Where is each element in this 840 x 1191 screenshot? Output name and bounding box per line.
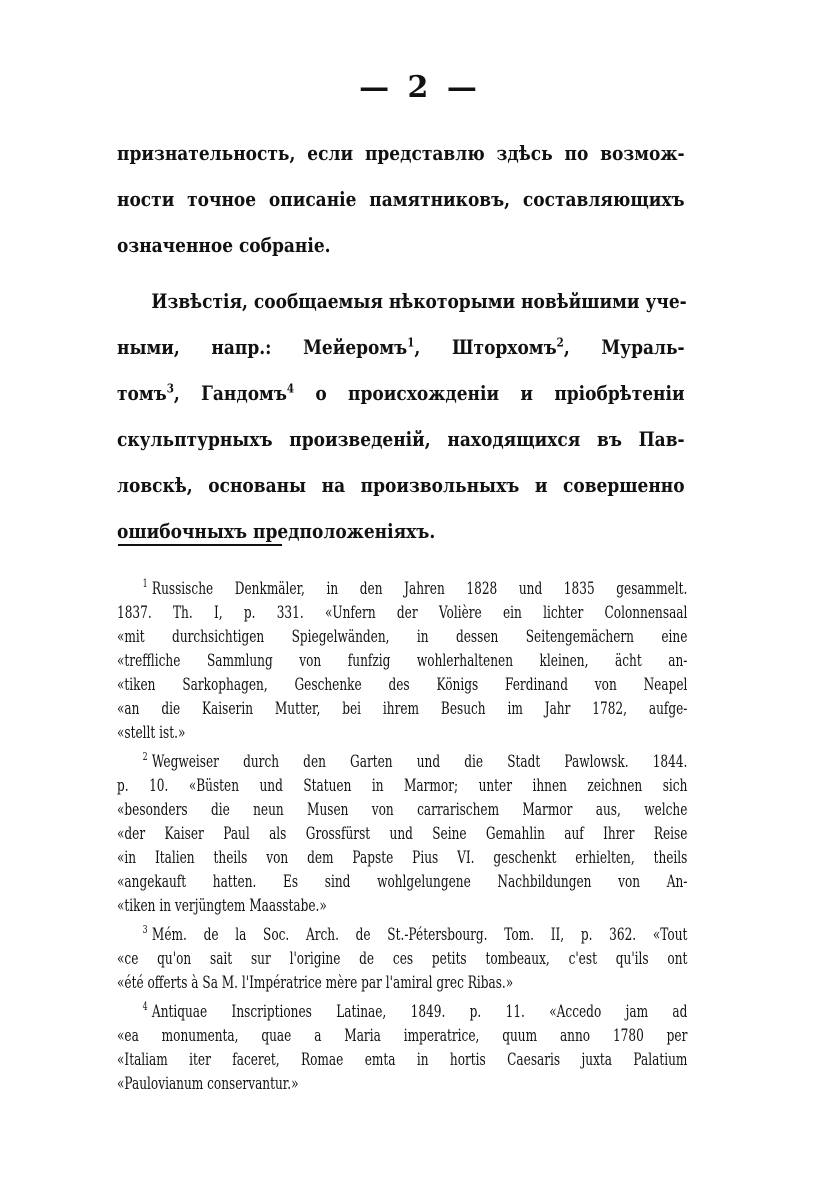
footnote-ref[interactable]: 3 [166, 381, 174, 396]
text-line: ошибочныхъ предположеніяхъ. [117, 519, 436, 543]
footnote-line: «Paulovianum conservantur.» [117, 1074, 299, 1094]
author-name: Гандомъ [201, 381, 287, 405]
footnote-line: «ea monumenta, quae a Maria imperatrice, quum anno 1780 per [117, 1026, 688, 1046]
footnote-ref[interactable]: 4 [286, 381, 295, 396]
footnote-line: «in Italien theils von dem Papste Pius VI. geschenkt erhielten, theils [117, 848, 688, 868]
footnote-mark: 3 [142, 923, 148, 937]
footnote-line: «mit durchsichtigen Spiegelwänden, in dessen Seitengemächern eine [117, 627, 688, 647]
footnote-line [117, 577, 687, 601]
footnote-line: «besonders die neun Musen von carrarischem Marmor aus, welche [117, 800, 688, 820]
footnotes [117, 577, 687, 1096]
footnote-line: «stellt ist.» [117, 723, 186, 743]
footnote-separator [118, 544, 282, 546]
main-text [117, 130, 685, 554]
footnote-ref[interactable]: 2 [556, 335, 564, 350]
author-name: Мураль- [601, 335, 685, 359]
text-fragment: о происхожденіи и пріобрѣтеніи [294, 381, 685, 405]
footnote-line: «treffliche Sammlung von funfzig wohlerhaltenen kleinen, ächt an- [117, 651, 688, 671]
footnote-text: Wegweiser durch den Garten und die Stadt Pawlowsk. 1844. [151, 752, 688, 772]
footnote-line: «an die Kaiserin Mutter, bei ihrem Besuch im Jahr 1782, aufge- [117, 699, 688, 719]
footnote-line: 1837. Th. I, p. 331. «Unfern der Volière ein lichter Colonnensaal [117, 603, 688, 623]
footnote-line: «tiken Sarkophagen, Geschenke des Königs Ferdinand von Neapel [117, 675, 688, 695]
footnote-line [117, 1000, 687, 1024]
footnote-line: «ce qu'on sait sur l'origine de ces petits tombeaux, c'est qu'ils ont [117, 949, 688, 969]
footnote-mark: 1 [142, 577, 148, 591]
footnote-line [117, 923, 687, 947]
footnote-mark: 2 [142, 750, 148, 764]
text-line: скульптурныхъ произведеній, находящихся въ Пав- [117, 427, 685, 451]
text-line-with-refs: ными, напр.: Мейеромъ$^1$, Шторхомъ$^2$, Мураль- [117, 335, 685, 359]
text-line: означенное собраніе. [117, 233, 331, 257]
text-line: признательность, если представлю здѣсь по возмож- [117, 141, 685, 165]
footnote-mark: 4 [142, 1000, 148, 1014]
author-name: Мейеромъ [303, 335, 408, 359]
text-fragment: ными, напр.: [117, 335, 304, 359]
author-name: Шторхомъ [451, 335, 557, 359]
footnote-line: «angekauft hatten. Es sind wohlgelungene Nachbildungen von An- [117, 872, 688, 892]
footnote-ref[interactable]: 1 [407, 335, 415, 350]
footnote-line: «tiken in verjüngtem Maasstabe.» [117, 896, 327, 916]
footnote-text: Antiquae Inscriptiones Latinae, 1849. p. 11. «Accedo jam ad [151, 1002, 688, 1022]
footnote-line: «Italiam iter faceret, Romae emta in hortis Caesaris juxta Palatium [117, 1050, 688, 1070]
text-line: Извѣстія, сообщаемыя нѣкоторыми новѣйшими уче- [151, 289, 687, 313]
footnote-line [117, 750, 687, 774]
footnote-line: «der Kaiser Paul als Grossfürst und Seine Gemahlin auf Ihrer Reise [117, 824, 688, 844]
page-number: — 2 — [359, 70, 481, 105]
text-line-with-refs: томъ$^3$, Гандомъ$^4$ о происхожденіи и пріобрѣтеніи [117, 381, 685, 405]
footnote-line: p. 10. «Büsten und Statuen in Marmor; unter ihnen zeichnen sich [117, 776, 688, 796]
footnote-line: «été offerts à Sa M. l'Impératrice mère par l'amiral grec Ribas.» [117, 973, 514, 993]
text-line: ности точное описаніе памятниковъ, составляющихъ [117, 187, 685, 211]
author-name: томъ [117, 381, 167, 405]
footnote-text: Mém. de la Soc. Arch. de St.-Pétersbourg. Tom. II, p. 362. «Tout [151, 925, 688, 945]
text-line: ловскѣ, основаны на произвольныхъ и совершенно [117, 473, 685, 497]
footnote-text: Russische Denkmäler, in den Jahren 1828 und 1835 gesammelt. [151, 579, 688, 599]
